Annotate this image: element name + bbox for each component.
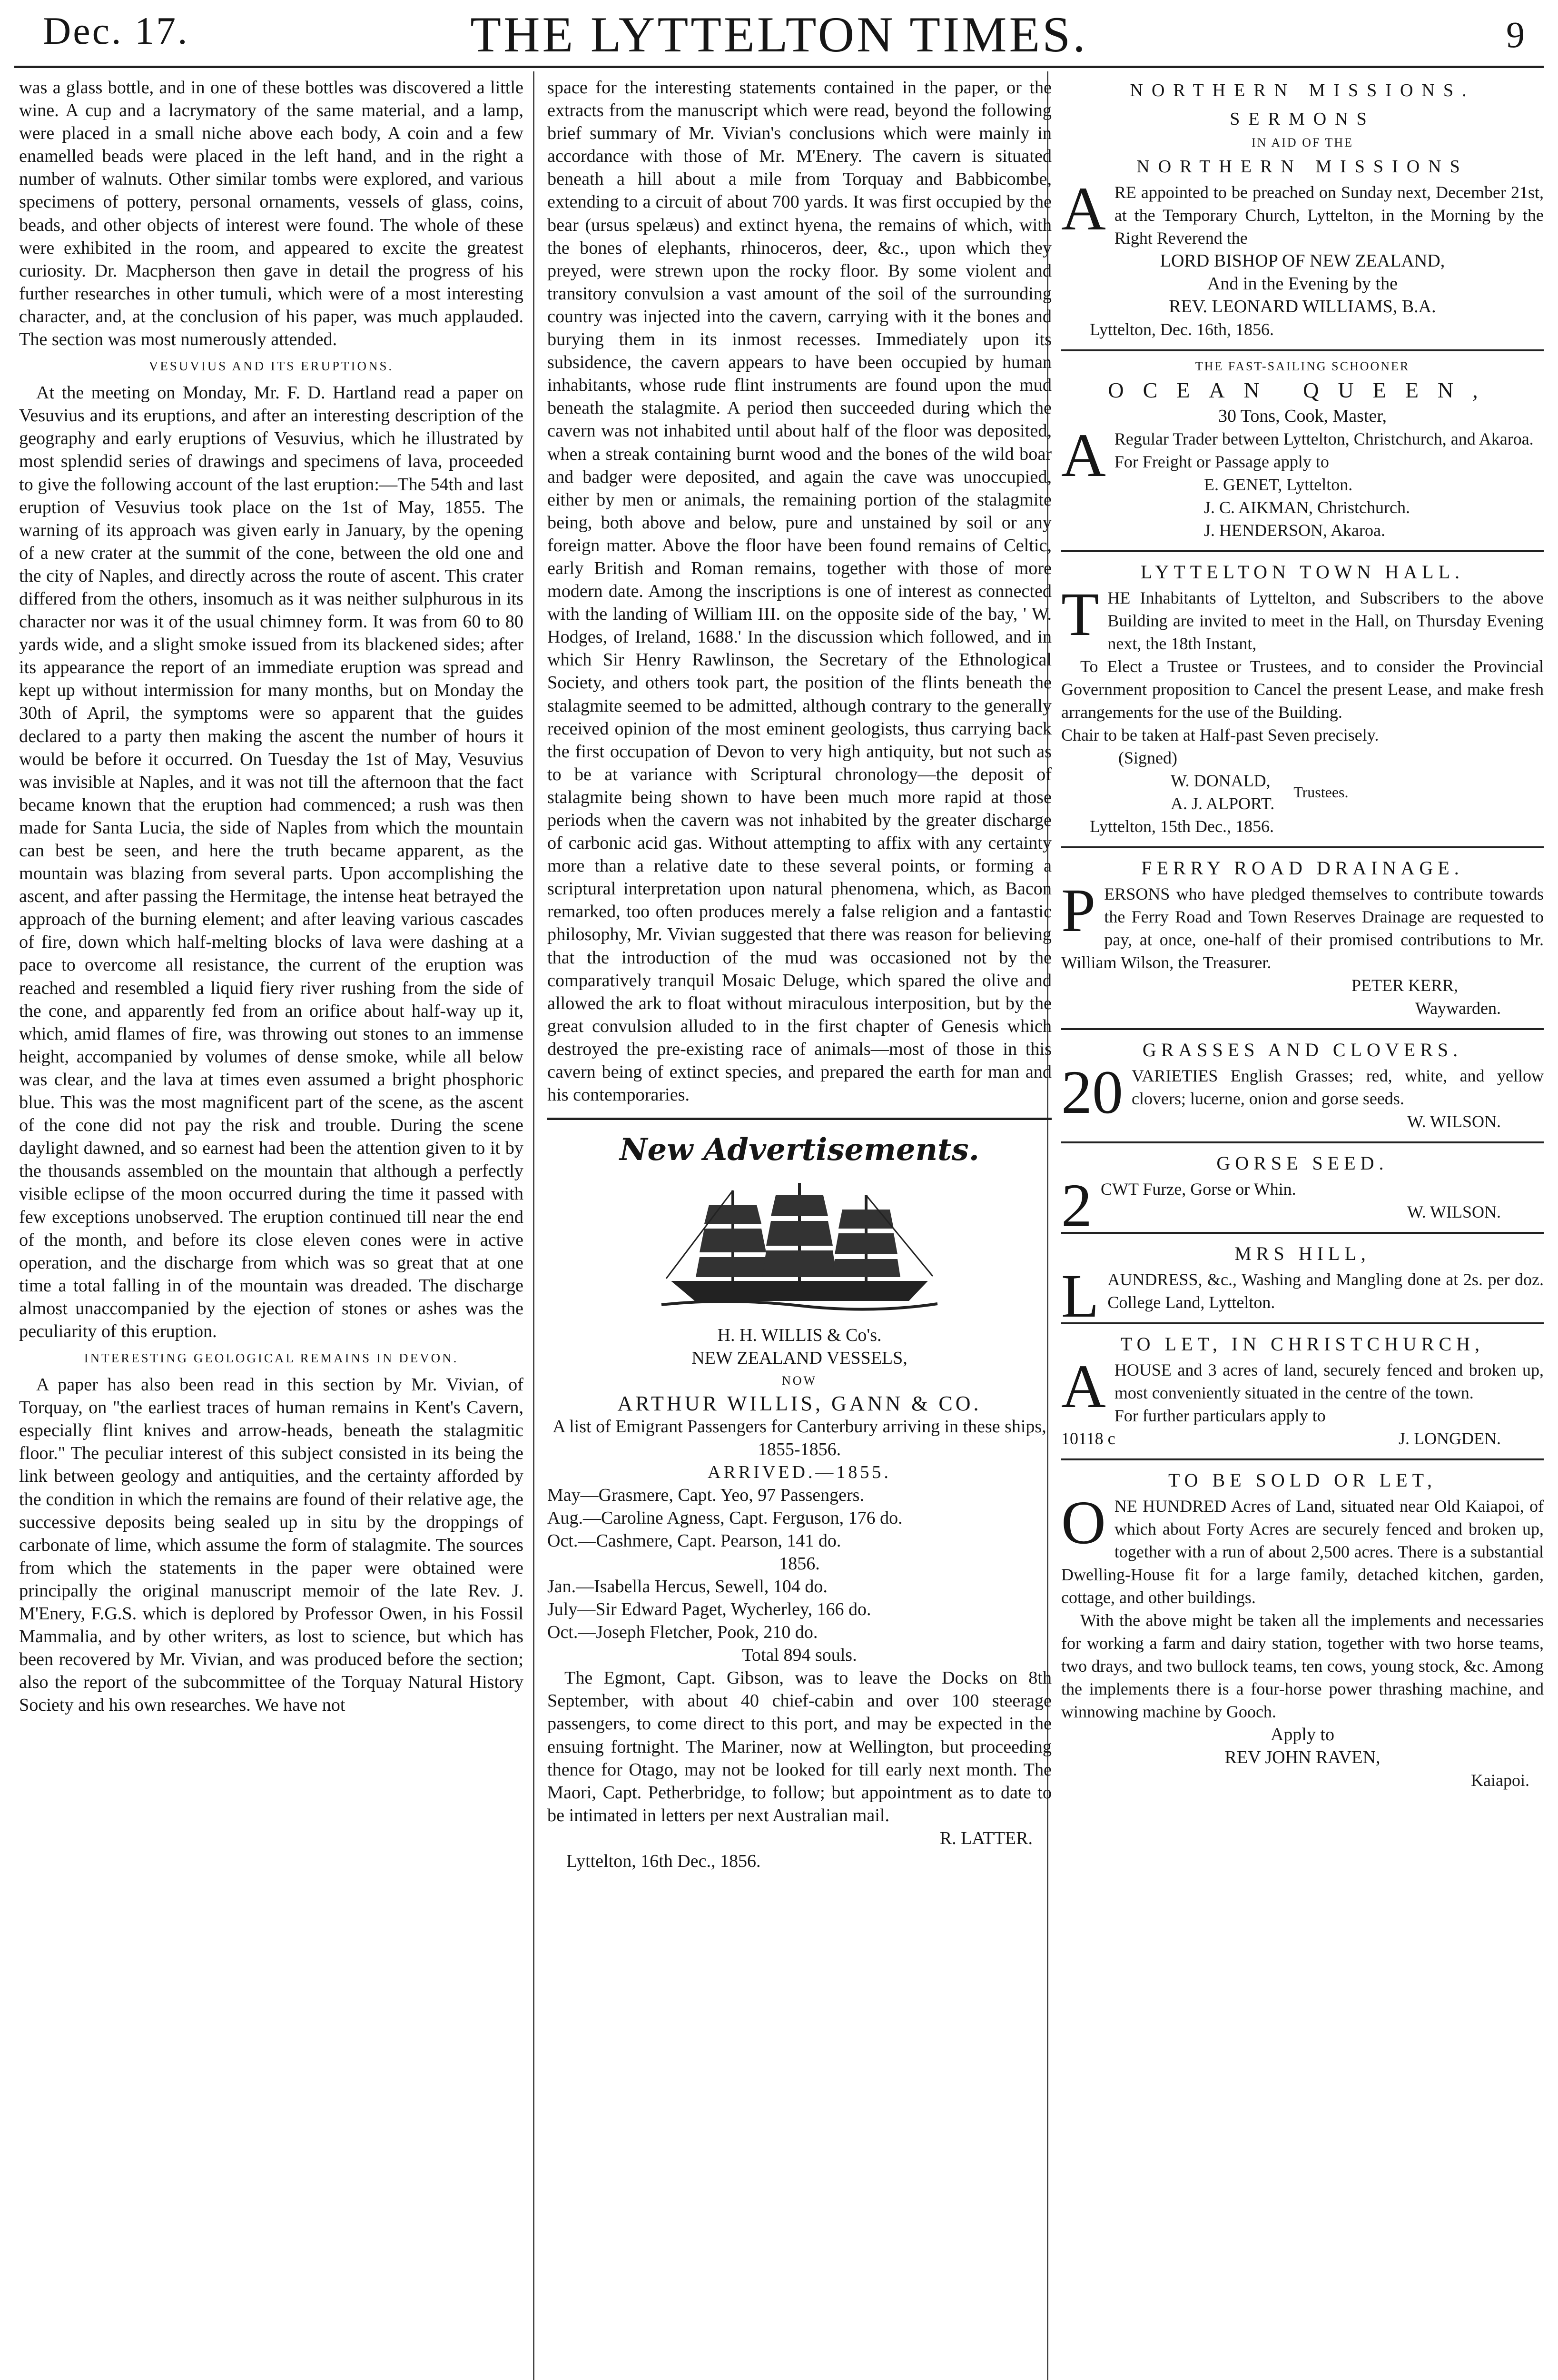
ad-line: Kaiapoi. (1471, 1771, 1529, 1790)
ad-line: J. C. AIKMAN, Christchurch. (1204, 498, 1410, 517)
ad-subtitle: IN AID OF THE (1251, 136, 1354, 149)
ad-body: HOUSE and 3 acres of land, securely fenced and broken up, most conveniently situated in the centre of the town. (1114, 1360, 1544, 1402)
masthead-rule (14, 66, 1544, 68)
ad-code: 10118 c (1061, 1429, 1115, 1448)
ship-arrival: Aug.—Caroline Agness, Capt. Ferguson, 176 do. (547, 1508, 903, 1528)
ad-rule (1061, 550, 1544, 552)
article-paragraph: The Egmont, Capt. Gibson, was to leave the Docks on 8th September, with about 40 chief-cabin and over 100 steerage passengers, to come direct to this port, and may be expected in the ensuing fortnight. The Mariner, now at Wellington, but proceeding thence for Otago, may not be looked for till early next month. The Maori, Capt. Petherbridge, to follow; but appointment as to date to be intimated in letters per next Australian mail. (547, 1668, 1052, 1825)
ad-line: Chair to be taken at Half-past Seven precisely. (1061, 725, 1379, 744)
ad-line: J. LONGDEN. (1399, 1429, 1501, 1448)
ad-title: TO LET, IN CHRISTCHURCH, (1120, 1333, 1485, 1355)
section-heading-vesuvius: VESUVIUS AND ITS ERUPTIONS. (148, 359, 394, 374)
ship-arrival: May—Grasmere, Capt. Yeo, 97 Passengers. (547, 1485, 864, 1506)
drop-cap: T (1061, 580, 1099, 649)
article-paragraph: At the meeting on Monday, Mr. F. D. Hartland read a paper on Vesuvius and its eruptions, and after an interesting description of the geography and early eruptions of Vesuvius, which he illustrated by most splendid series of drawings and specimens of lava, proceeded to give the following account of the last eruption:—The 54th and last eruption of Vesuvius took place on the 1st of May, 1855. The warning of its approach was given early in January, by the opening of a new crater at the summit of the cone, between the old one and the city of Naples, and directly across the route of ascent. This crater differed from the others, insomuch as it was neither sulphurous in its character nor was it of the usual chimney form. It was from 60 to 80 yards wide, and a slight smoke issued from its blackened sides; after its appearance the report of an immediate eruption was spread and kept up without intermission for many months, but on Monday the 30th of April, the symptoms were so apparent that the guides declared to a party then making the ascent the number of hours it would be before it occurred. On Tuesday the 1st of May, Vesuvius was invisible at Naples, and it was not till the afternoon that the fact became known that the eruption had commenced; a rush was then made for Santa Lucia, the side of Naples from which the mountain can best be seen, and here the truth became apparent, as the mountain was blazing from several parts. Upon accomplishing the ascent, and after passing the Hermitage, the intense heat betrayed the approach of the burning element; and after leaving various cascades of fire, down which half-melting blocks of lava were dashing at a pace to overcome all resistance, the current of the eruption was reached and resembled a liquid fiery river rushing from the side of the cone, and apparently fed from an orifice about half-way up it, which, amid flames of fire, was throwing out stones to an immense height, accompanied by volumes of dense smoke, while all below was clear, and the lava at times even assumed a bright phosphoric blue. This was the most magnificent part of the scene, as the ascent of the cone did not pay the risk and trouble. During the scene daylight dawned, and so earnest had been the attention given to it by the thousands assembled on the mountain that although a perfectly visible eclipse of the moon occurred during the time it passed with few exceptions unobserved. The eruption continued till near the end of the month, and before its close eleven cones were in active operation, and the discharge from which was so great that at one time a total falling in of the mountain was dreaded. The discharge almost unaccompanied by the ejection of stones or ashes was the peculiarity of this eruption. (19, 383, 523, 1341)
ad-line: W. WILSON. (1407, 1112, 1501, 1131)
ad-title: GRASSES AND CLOVERS. (1142, 1039, 1463, 1061)
ad-line: Waywarden. (1415, 999, 1501, 1018)
page-number: 9 (1506, 14, 1525, 55)
signature: R. LATTER. (939, 1828, 1033, 1848)
ad-line: W. DONALD, (1171, 771, 1271, 790)
ad-body: NE HUNDRED Acres of Land, situated near Old Kaiapoi, of which about Forty Acres are securely fenced and broken up, together with a run of about 2,500 acres. There is a substantial Dwelling-House fit for a large family, detached kitchen, garden, cottage, and other buildings. (1061, 1497, 1544, 1607)
ad-rule (1061, 1028, 1544, 1030)
ad-line: NOW (781, 1374, 818, 1388)
ad-title: FERRY ROAD DRAINAGE. (1141, 857, 1464, 879)
ad-body: With the above might be taken all the implements and necessaries for working a farm and dairy station, together with two horse teams, two drays, and two bullock teams, ten cows, young stock, &c. Among the implements there is a four-horse power thrashing machine, and winnowing machine by Gooch. (1061, 1611, 1544, 1721)
ad-line: A list of Emigrant Passengers for Canterbury arriving in these ships, 1855-1856. (552, 1417, 1046, 1460)
ad-rule (1061, 1458, 1544, 1460)
drop-cap: P (1061, 876, 1096, 945)
ad-grasses (1061, 1036, 1544, 1133)
ad-to-be-sold (1061, 1466, 1544, 1792)
year-line: 1856. (779, 1554, 820, 1574)
drop-cap: 2 (1061, 1171, 1092, 1240)
ad-body: ERSONS who have pledged themselves to contribute towards the Ferry Road and Town Reserves Drainage are requested to pay, at once, one-half of their promised contributions to Mr. William Wilson, the Treasurer. (1061, 884, 1544, 972)
ad-line: E. GENET, Lyttelton. (1204, 475, 1353, 494)
ad-body: Regular Trader between Lyttelton, Christchurch, and Akaroa. (1114, 429, 1534, 448)
dateline: Lyttelton, 16th Dec., 1856. (566, 1851, 761, 1871)
ad-body: RE appointed to be preached on Sunday next, December 21st, at the Temporary Church, Lyttelton, in the Morning by the Right Reverend the (1114, 183, 1544, 248)
column-rule-1 (533, 71, 534, 2380)
article-paragraph: was a glass bottle, and in one of these bottles was discovered a little wine. A cup and a lacrymatory of the same material, and a lamp, were placed in a small niche above each body, A coin and a few enamelled beads were placed in the left hand, and in the right a number of walnuts. Other similar tombs were explored, and various specimens of pottery, personal ornaments, vessels of glass, coins, beads, and other objects of interest were found. The whole of these were exhibited in the room, and appeared to excite the greatest curiosity. Dr. Macpherson then gave in detail the progress of his further researches in other tumuli, which were of a most interesting character, and, at the conclusion of his paper, was much applauded. The section was most numerously attended. (19, 78, 523, 350)
section-heading-devon: INTERESTING GEOLOGICAL REMAINS IN DEVON. (84, 1351, 459, 1366)
ad-mrs-hill (1061, 1240, 1544, 1330)
ad-title: MRS HILL, (1234, 1243, 1371, 1264)
ship-arrival: July—Sir Edward Paget, Wycherley, 166 do. (547, 1599, 871, 1620)
ad-line: W. WILSON. (1407, 1202, 1501, 1221)
ad-body: To Elect a Trustee or Trustees, and to consider the Provincial Government proposition to Cancel the present Lease, and make fresh arrangements for the use of the Building. (1061, 657, 1544, 722)
ad-ocean-queen (1061, 357, 1544, 542)
drop-cap: 20 (1061, 1058, 1123, 1127)
ad-rule (1061, 1322, 1544, 1324)
ship-arrival: Oct.—Cashmere, Capt. Pearson, 141 do. (547, 1531, 841, 1551)
drop-cap: A (1061, 421, 1106, 490)
ad-date: Lyttelton, 15th Dec., 1856. (1090, 817, 1274, 836)
ad-title: OCEAN QUEEN, (1108, 378, 1497, 402)
ad-northern-missions (1061, 76, 1544, 341)
column-3 (1061, 76, 1544, 2380)
issue-date: Dec. 17. (43, 9, 189, 52)
ad-line: J. HENDERSON, Akaroa. (1204, 521, 1385, 540)
ad-title: NORTHERN MISSIONS. (1130, 80, 1475, 100)
masthead (14, 0, 1544, 71)
ad-ferry-road (1061, 854, 1544, 1020)
ad-line: LORD BISHOP OF NEW ZEALAND, (1160, 251, 1445, 271)
new-advertisements-heading: New Advertisements. (619, 1132, 980, 1168)
ad-line: And in the Evening by the (1207, 274, 1398, 294)
ad-rule (1061, 846, 1544, 848)
ad-line: PETER KERR, (1351, 976, 1458, 995)
ad-line: 30 Tons, Cook, Master, (1218, 406, 1387, 426)
ad-body: VARIETIES English Grasses; red, white, and yellow clovers; lucerne, onion and gorse seeds. (1132, 1066, 1544, 1108)
ad-title: GORSE SEED. (1216, 1152, 1389, 1174)
ad-line: NEW ZEALAND VESSELS, (691, 1348, 907, 1368)
ad-line: REV. LEONARD WILLIAMS, B.A. (1169, 297, 1436, 317)
ad-body: CWT Furze, Gorse or Whin. (1101, 1180, 1296, 1199)
ad-date: Lyttelton, Dec. 16th, 1856. (1090, 320, 1274, 339)
section-rule (547, 1118, 1052, 1120)
ad-body: HE Inhabitants of Lyttelton, and Subscribers to the above Building are invited to meet in the Hall, on Thursday Evening next, the 18th Instant, (1107, 588, 1544, 653)
drop-cap: A (1061, 175, 1106, 243)
ad-line: H. H. WILLIS & Co's. (717, 1325, 882, 1346)
ad-line: REV JOHN RAVEN, (1224, 1747, 1381, 1767)
ad-title: NORTHERN MISSIONS (1136, 157, 1469, 177)
ad-line: Apply to (1270, 1725, 1335, 1745)
newspaper-title: THE LYTTELTON TIMES. (470, 7, 1088, 62)
ad-title: TO BE SOLD OR LET, (1168, 1469, 1437, 1491)
ad-rule (1061, 1141, 1544, 1143)
column-2 (547, 76, 1052, 2380)
ad-line: ARRIVED.—1855. (708, 1462, 891, 1483)
column-1 (19, 76, 523, 2380)
article-paragraph: A paper has also been read in this section by Mr. Vivian, of Torquay, on "the earliest traces of human remains in Kent's Cavern, especially flint knives and arrow-heads, beneath the stalagmitic floor." The peculiar interest of this subject consisted in its being the link between geology and antiquities, and the certainty afforded by the condition in which the remains are found of their relative age, the successive deposits being sealed up in situ by the droppings of carbonate of lime, which assume the form of stalagmite. The sources from which the statements in the paper were obtained were principally the original manuscript memoir of the late Rev. J. M'Enery, F.G.S. which is deplored by Professor Owen, in his Fossil Mammalia, and by other writers, as lost to science, but which has been recovered by Mr. Vivian, and was produced before the section; also the report of the subcommittee of the Torquay Natural History Society and his own researches. We have not (19, 1375, 523, 1716)
ad-to-let (1061, 1330, 1544, 1450)
ad-rule (1061, 1232, 1544, 1234)
ad-title: LYTTELTON TOWN HALL. (1140, 561, 1465, 583)
drop-cap: O (1061, 1488, 1106, 1557)
sailing-ship-icon (652, 1176, 947, 1319)
ad-line: For Freight or Passage apply to (1114, 452, 1329, 471)
drop-cap: L (1061, 1262, 1099, 1330)
article-paragraph: space for the interesting statements contained in the paper, or the extracts from the manuscript which were read, beyond the following brief summary of Mr. Vivian's conclusions which were mainly in accordance with those of Mr. M'Enery. The cavern is situated beneath a hill about a mile from Torquay and Babbicombe, extending to a circuit of about 700 yards. It was first occupied by the bear (ursus spelæus) and extinct hyena, the remains of which, with the bones of elephants, rhinoceros, deer, &c., upon which they preyed, were strewn upon the rocky floor. By some violent and transitory convulsion a vast amount of the soil of the surrounding country was injected into the cavern, carrying with it the bones and burying them in its inmost recesses. Immediately upon its subsidence, the cavern appears to have been occupied by human inhabitants, whose rude flint instruments are found upon the mud beneath the stalagmite. A period then succeeded during which the cavern was not inhabited until about half of the floor was deposited, when a streak containing burnt wood and the bones of the wild boar and badger were deposited, and again the cave was unoccupied, either by men or animals, the remaining portion of the stalagmite being, both above and below, pure and unstained by soil or any foreign matter. Above the floor have been found remains of Celtic, early British and Roman remains, together with those of more modern date. Among the inscriptions is one of interest as connected with the landing of William III. on the opposite side of the bay, ' W. Hodges, of Ireland, 1688.' In the discussion which followed, and in which Sir Henry Rawlinson, the Secretary of the Ethnological Society, and others took part, the position of the flints beneath the stalagmite seemed to be admitted, although contrary to the generally received opinion of the most eminent geologists, thus carrying back the first occupation of Devon to very high antiquity, but not such as to be at variance with Scriptural chronology—the deposit of stalagmite being shown to have been much more rapid at those periods when the cavern was not inhabited by the greater discharge of carbonic acid gas. Without attempting to affix with any certainty more than a relative date to these several points, or forming a scriptural interpretation upon natural phenomena, which, as Bacon remarked, too often produces merely a false religion and a fantastic philosophy, Mr. Vivian suggested that there was reason for believing that the introduction of the mud was occasioned not by the comparatively tranquil Mosaic Deluge, which spared the olive and allowed the ark to float without miraculous interposition, but by the great convulsion alluded to in the first chapter of Genesis which destroyed the pre-existing race of animals—most of those in this cavern being of extinct species, and prepared the earth for man and his contemporaries. (547, 78, 1052, 1105)
ad-line: For further particulars apply to (1114, 1406, 1326, 1425)
ad-rule (1061, 349, 1544, 351)
ad-subtitle: THE FAST-SAILING SCHOONER (1195, 359, 1410, 373)
ad-gorse-seed (1061, 1149, 1544, 1240)
ad-line: Trustees. (1293, 783, 1349, 801)
ad-title: SERMONS (1230, 109, 1375, 129)
ad-line: A. J. ALPORT. (1171, 794, 1275, 813)
ad-line: (Signed) (1118, 748, 1177, 767)
total-line: Total 894 souls. (742, 1645, 857, 1666)
ad-body: AUNDRESS, &c., Washing and Mangling done at 2s. per doz. College Land, Lyttelton. (1107, 1270, 1544, 1312)
ad-town-hall (1061, 558, 1544, 838)
ad-line: ARTHUR WILLIS, GANN & CO. (617, 1392, 982, 1416)
drop-cap: A (1061, 1352, 1106, 1421)
ship-arrival: Oct.—Joseph Fletcher, Pook, 210 do. (547, 1622, 818, 1643)
ship-arrival: Jan.—Isabella Hercus, Sewell, 104 do. (547, 1577, 828, 1597)
